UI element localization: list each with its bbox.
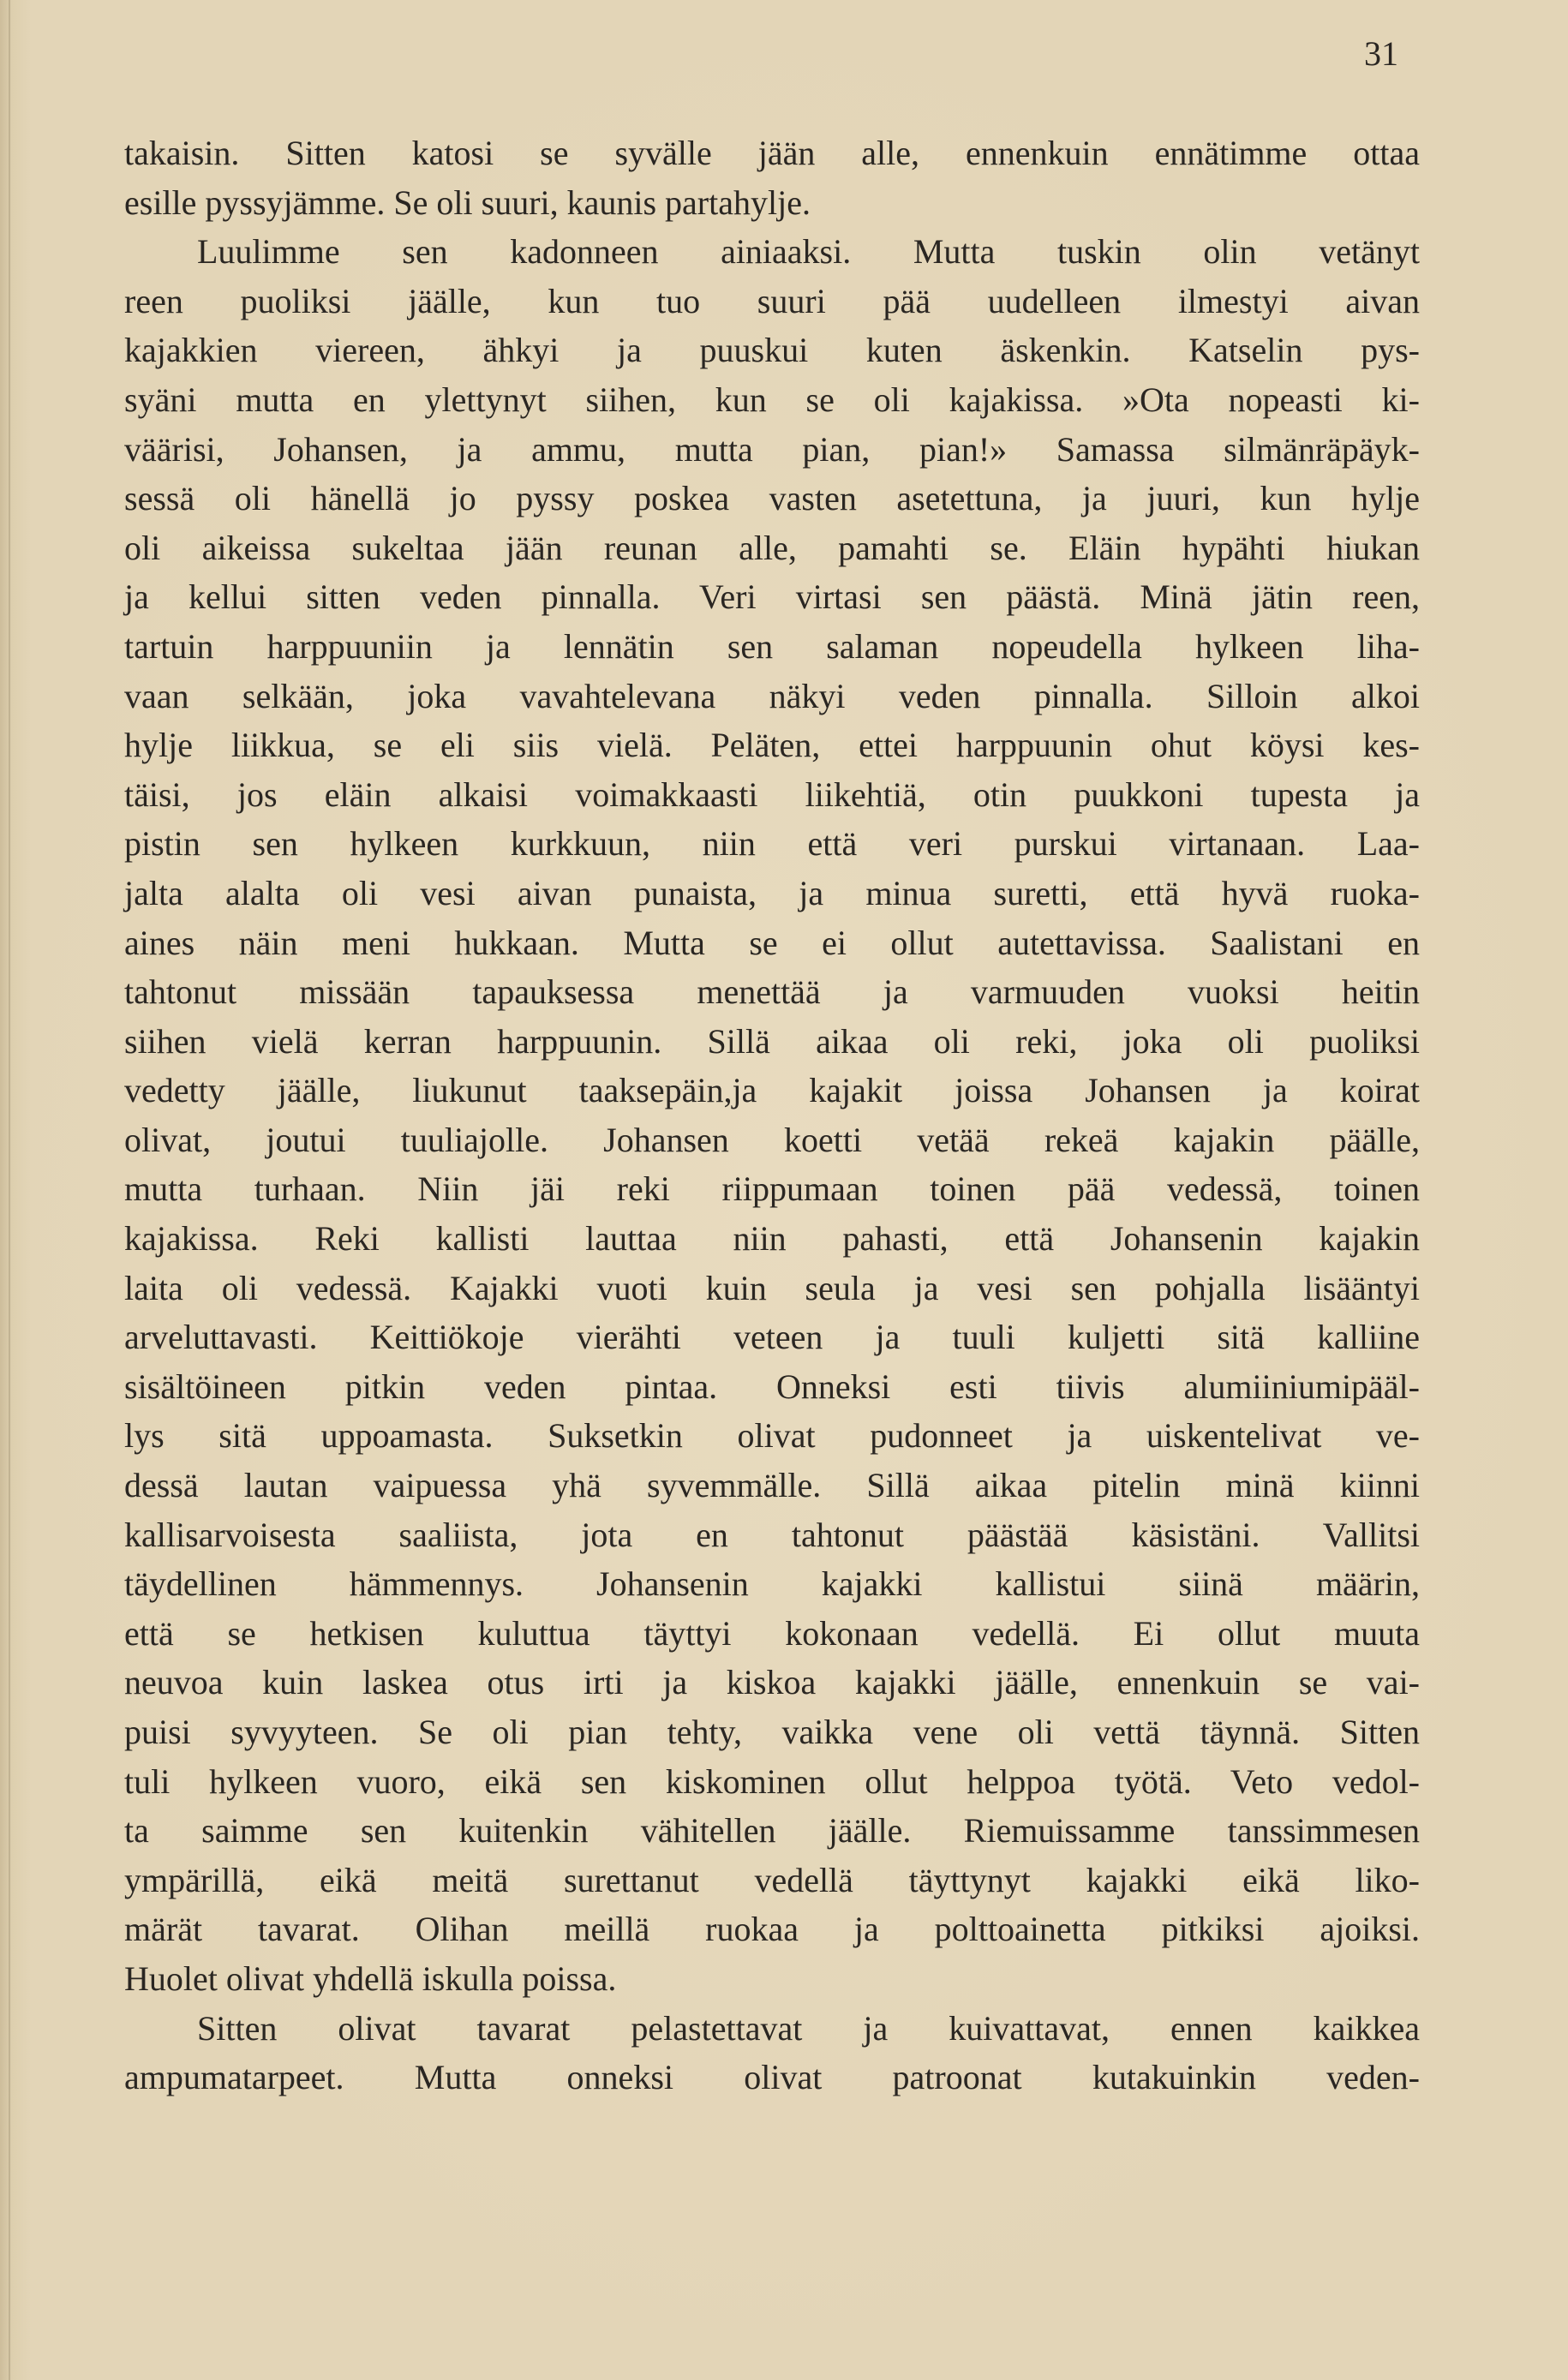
text-line: vedetty jäälle, liukunut taaksepäin,ja kajakit joissa Johansen ja koirat: [124, 1071, 1420, 1110]
text-line: vaan selkään, joka vavahtelevana näkyi veden pinnalla. Silloin alkoi: [124, 676, 1420, 715]
text-line: kajakissa. Reki kallisti lauttaa niin pahasti, että Johansenin kajakin: [124, 1219, 1420, 1259]
text-line: kallisarvoisesta saaliista, jota en tahtonut päästää käsistäni. Vallitsi: [124, 1515, 1420, 1554]
text-line: ympärillä, eikä meitä surettanut vedellä täyttynyt kajakki eikä liko-: [124, 1860, 1420, 1899]
text-line: oli aikeissa sukeltaa jään reunan alle, pamahti se. Eläin hypähti hiukan: [124, 528, 1420, 567]
text-line: aines näin meni hukkaan. Mutta se ei ollut autettavissa. Saalistani en: [124, 923, 1420, 962]
paragraph-start-line: Luulimme sen kadonneen ainiaaksi. Mutta tuskin olin vetänyt: [197, 232, 1420, 272]
text-line: kajakkien viereen, ähkyi ja puuskui kuten äskenkin. Katselin pys-: [124, 331, 1420, 370]
text-line: neuvoa kuin laskea otus irti ja kiskoa kajakki jäälle, ennenkuin se vai-: [124, 1663, 1420, 1702]
page-number: 31: [1364, 34, 1398, 73]
text-line: puisi syvyyteen. Se oli pian tehty, vaikka vene oli vettä täynnä. Sitten: [124, 1713, 1420, 1751]
text-line: Huolet olivat yhdellä iskulla poissa.: [124, 1958, 617, 1998]
text-line: dessä lautan vaipuessa yhä syvemmälle. Sillä aikaa pitelin minä kiinni: [124, 1466, 1420, 1505]
text-line: lys sitä uppoamasta. Suksetkin olivat pudonneet ja uiskentelivat ve-: [124, 1416, 1420, 1456]
text-line: laita oli vedessä. Kajakki vuoti kuin seula ja vesi sen pohjalla lisääntyi: [124, 1268, 1420, 1307]
text-line: pistin sen hylkeen kurkkuun, niin että veri purskui virtanaan. Laa-: [124, 824, 1420, 864]
text-line: tahtonut missään tapauksessa menettää ja varmuuden vuoksi heitin: [124, 972, 1420, 1012]
text-line: takaisin. Sitten katosi se syvälle jään alle, ennenkuin ennätimme ottaa: [124, 134, 1420, 172]
text-line: reen puoliksi jäälle, kun tuo suuri pää uudelleen ilmestyi aivan: [124, 281, 1420, 320]
text-line: täisi, jos eläin alkaisi voimakkaasti liikehtiä, otin puukkoni tupesta ja: [124, 774, 1420, 814]
text-line: ja kellui sitten veden pinnalla. Veri virtasi sen päästä. Minä jätin reen,: [124, 577, 1420, 617]
body-text: [124, 129, 1420, 2102]
text-line: esille pyssyjämme. Se oli suuri, kaunis partahylje.: [124, 182, 811, 222]
text-line: arveluttavasti. Keittiökoje vierähti veteen ja tuuli kuljetti sitä kalliine: [124, 1318, 1420, 1357]
text-line: tuli hylkeen vuoro, eikä sen kiskominen ollut helppoa työtä. Veto vedol-: [124, 1761, 1420, 1801]
text-line: märät tavarat. Olihan meillä ruokaa ja polttoainetta pitkiksi ajoiksi.: [124, 1910, 1420, 1949]
page-gutter: [9, 0, 10, 2380]
text-line: väärisi, Johansen, ja ammu, mutta pian, pian!» Samassa silmänräpäyk-: [124, 429, 1420, 469]
text-line: sisältöineen pitkin veden pintaa. Onneksi esti tiivis alumiiniumipääl-: [124, 1366, 1420, 1406]
text-line: jalta alalta oli vesi aivan punaista, ja minua suretti, että hyvä ruoka-: [124, 873, 1420, 912]
text-line: syäni mutta en ylettynyt siihen, kun se oli kajakissa. »Ota nopeasti ki-: [124, 380, 1420, 419]
text-line: mutta turhaan. Niin jäi reki riippumaan toinen pää vedessä, toinen: [124, 1169, 1420, 1209]
text-line: tartuin harppuuniin ja lennätin sen salaman nopeudella hylkeen liha-: [124, 626, 1420, 666]
text-line: siihen vielä kerran harppuunin. Sillä aikaa oli reki, joka oli puoliksi: [124, 1021, 1420, 1061]
text-line: olivat, joutui tuuliajolle. Johansen koetti vetää rekeä kajakin päälle,: [124, 1120, 1420, 1159]
text-line: ta saimme sen kuitenkin vähitellen jäälle. Riemuissamme tanssimmesen: [124, 1811, 1420, 1851]
text-line: että se hetkisen kuluttua täyttyi kokonaan vedellä. Ei ollut muuta: [124, 1613, 1420, 1653]
text-line: täydellinen hämmennys. Johansenin kajakki kallistui siinä määrin,: [124, 1564, 1420, 1604]
text-line: hylje liikkua, se eli siis vielä. Peläten, ettei harppuunin ohut köysi kes-: [124, 726, 1420, 765]
text-line: sessä oli hänellä jo pyssy poskea vasten asetettuna, ja juuri, kun hylje: [124, 479, 1420, 518]
paragraph-start-line: Sitten olivat tavarat pelastettavat ja kuivattavat, ennen kaikkea: [197, 2008, 1420, 2048]
text-line: ampumatarpeet. Mutta onneksi olivat patroonat kutakuinkin veden-: [124, 2058, 1420, 2097]
